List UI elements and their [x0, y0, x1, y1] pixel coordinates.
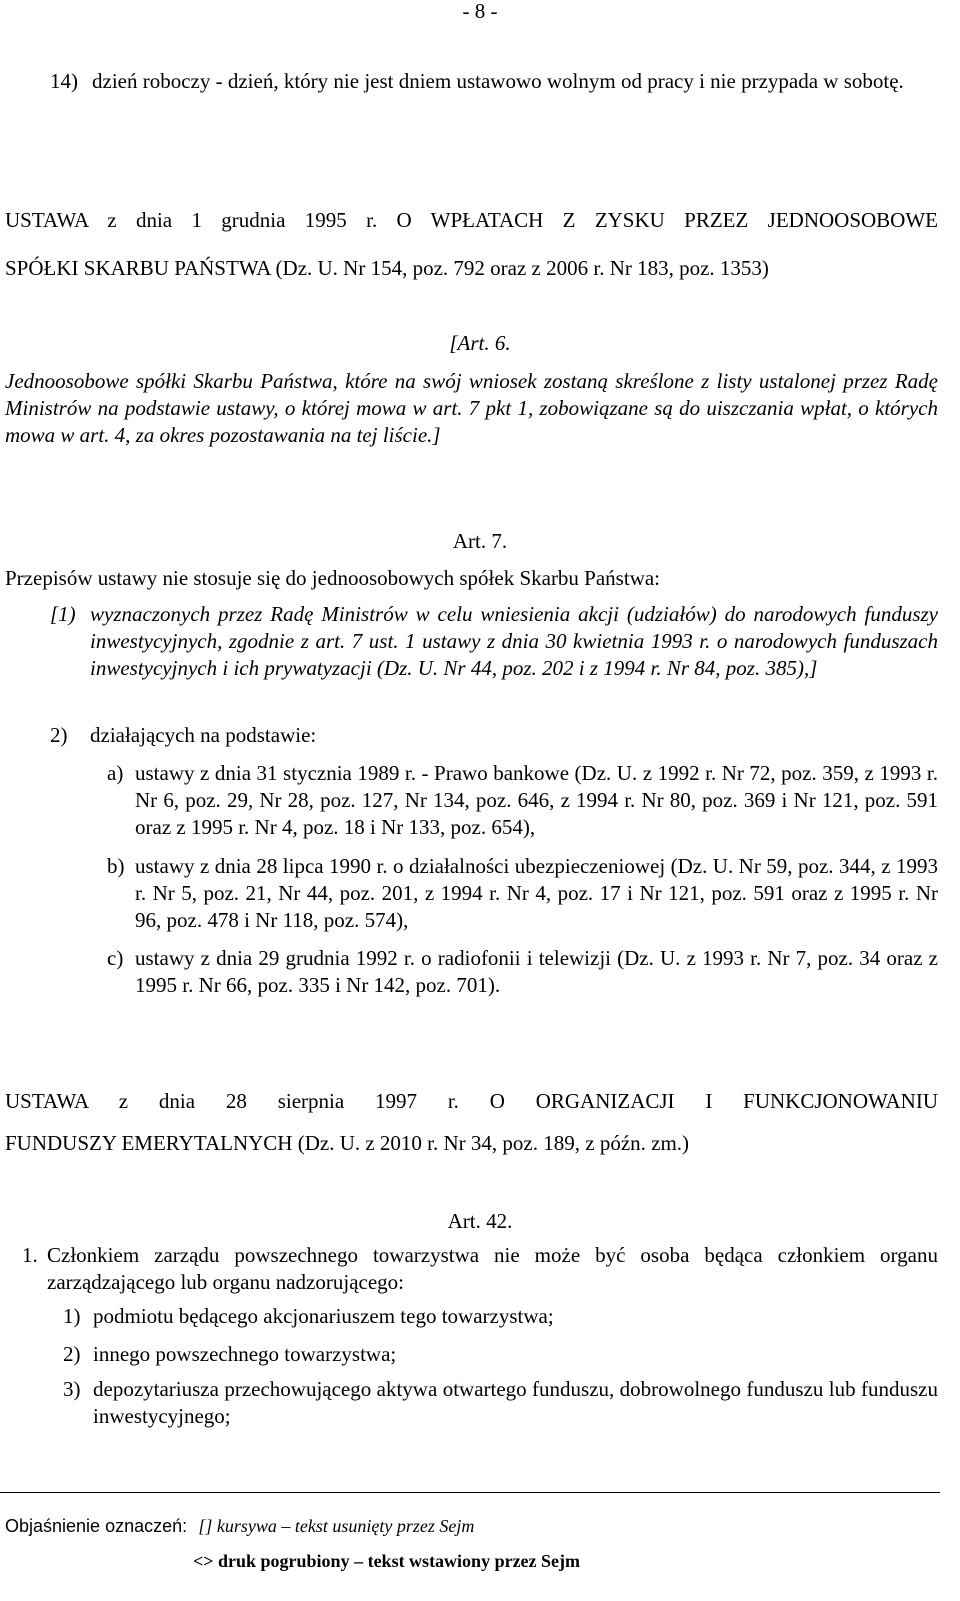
article-42-item-3	[63, 1376, 938, 1430]
act-title-line-2: FUNDUSZY EMERYTALNYCH (Dz. U. z 2010 r. Nr 34, poz. 189, z późn. zm.)	[5, 1131, 690, 1155]
article-42-paragraph-1	[22, 1242, 938, 1296]
sub-item-label: a)	[107, 761, 124, 785]
item-text: podmiotu będącego akcjonariuszem tego towarzystwa;	[93, 1304, 554, 1328]
definition-label: 14)	[50, 69, 78, 93]
sub-item-label: c)	[107, 946, 124, 970]
article-42-heading: Art. 42.	[447, 1209, 513, 1233]
act-title-line-1: USTAWA z dnia 1 grudnia 1995 r. O WPŁATACH Z ZYSKU PRZEZ JEDNOOSOBOWE	[5, 208, 938, 232]
item-text: działających na podstawie:	[90, 723, 317, 747]
paragraph-label: 1.	[22, 1243, 38, 1267]
page-number: - 8 -	[462, 0, 498, 23]
article-42-item-2	[63, 1341, 938, 1368]
item-label: [1)	[50, 602, 76, 626]
article-42-item-1	[63, 1303, 938, 1330]
sub-item-label: b)	[107, 854, 125, 878]
article-7-intro: Przepisów ustawy nie stosuje się do jednoosobowych spółek Skarbu Państwa:	[5, 566, 661, 590]
item-label: 3)	[63, 1377, 81, 1401]
sub-item-a	[107, 760, 938, 841]
article-7-heading: Art. 7.	[452, 529, 508, 553]
item-label: 2)	[50, 723, 68, 747]
definition-text: dzień roboczy - dzień, który nie jest dniem ustawowo wolnym od pracy i nie przypada w sobotę.	[92, 69, 904, 93]
item-label: 1)	[63, 1304, 81, 1328]
footnote-label: Objaśnienie oznaczeń:	[5, 1516, 188, 1536]
footnote-bold-legend: <> druk pogrubiony – tekst wstawiony przez Sejm	[193, 1551, 581, 1571]
definition-14	[50, 68, 938, 95]
sub-item-c	[107, 945, 938, 999]
paragraph-text: Członkiem zarządu powszechnego towarzystwa nie może być osoba będąca członkiem organu zarządzającego lub organu nadzorującego:	[47, 1243, 938, 1294]
article-7-item-2	[50, 722, 938, 749]
footnote-italic-legend: [] kursywa – tekst usunięty przez Sejm	[198, 1516, 475, 1536]
act-title-line-1: USTAWA z dnia 28 sierpnia 1997 r. O ORGANIZACJI I FUNKCJONOWANIU	[5, 1089, 938, 1113]
article-7-item-1	[50, 601, 938, 682]
sub-item-text: ustawy z dnia 31 stycznia 1989 r. - Prawo bankowe (Dz. U. z 1992 r. Nr 72, poz. 359, z 1993 r. Nr 6, poz. 29, Nr 28, poz. 127, Nr 134, poz. 646, z 1994 r. Nr 80, poz. 369 i Nr 121, poz. 591 oraz z 1995 r. Nr 4, poz. 18 i Nr 133, poz. 654),	[135, 761, 938, 839]
footnote-legend-line-1	[5, 1512, 935, 1540]
item-text: innego powszechnego towarzystwa;	[93, 1342, 397, 1366]
sub-item-text: ustawy z dnia 29 grudnia 1992 r. o radiofonii i telewizji (Dz. U. z 1993 r. Nr 7, poz. 34 oraz z 1995 r. Nr 66, poz. 335 i Nr 142, poz. 701).	[135, 946, 938, 997]
item-text: wyznaczonych przez Radę Ministrów w celu wniesienia akcji (udziałów) do narodowych funduszy inwestycyjnych, zgodnie z art. 7 ust. 1 ustawy z dnia 30 kwietnia 1993 r. o narodowych funduszach inwestycyjnych i ich prywatyzacji (Dz. U. Nr 44, poz. 202 i z 1994 r. Nr 84, poz. 385),]	[90, 602, 938, 680]
item-label: 2)	[63, 1342, 81, 1366]
act-title-line-2: SPÓŁKI SKARBU PAŃSTWA (Dz. U. Nr 154, poz. 792 oraz z 2006 r. Nr 183, poz. 1353)	[5, 256, 769, 280]
sub-item-b	[107, 853, 938, 934]
footnote-divider	[0, 1492, 940, 1493]
article-6-heading: [Art. 6.	[449, 331, 511, 355]
sub-item-text: ustawy z dnia 28 lipca 1990 r. o działalności ubezpieczeniowej (Dz. U. Nr 59, poz. 344, z 1993 r. Nr 5, poz. 21, Nr 44, poz. 201, z 1994 r. Nr 4, poz. 17 i Nr 121, poz. 591 oraz z 1995 r. Nr 96, poz. 478 i Nr 118, poz. 574),	[135, 854, 938, 932]
article-6-text: Jednoosobowe spółki Skarbu Państwa, które na swój wniosek zostaną skreślone z listy ustalonej przez Radę Ministrów na podstawie ustawy, o której mowa w art. 7 pkt 1, zobowiązane są do uiszczania wpłat, o których mowa w art. 4, za okres pozostawania na tej liście.]	[5, 369, 938, 447]
item-text: depozytariusza przechowującego aktywa otwartego funduszu, dobrowolnego funduszu lub funduszu inwestycyjnego;	[93, 1377, 938, 1428]
